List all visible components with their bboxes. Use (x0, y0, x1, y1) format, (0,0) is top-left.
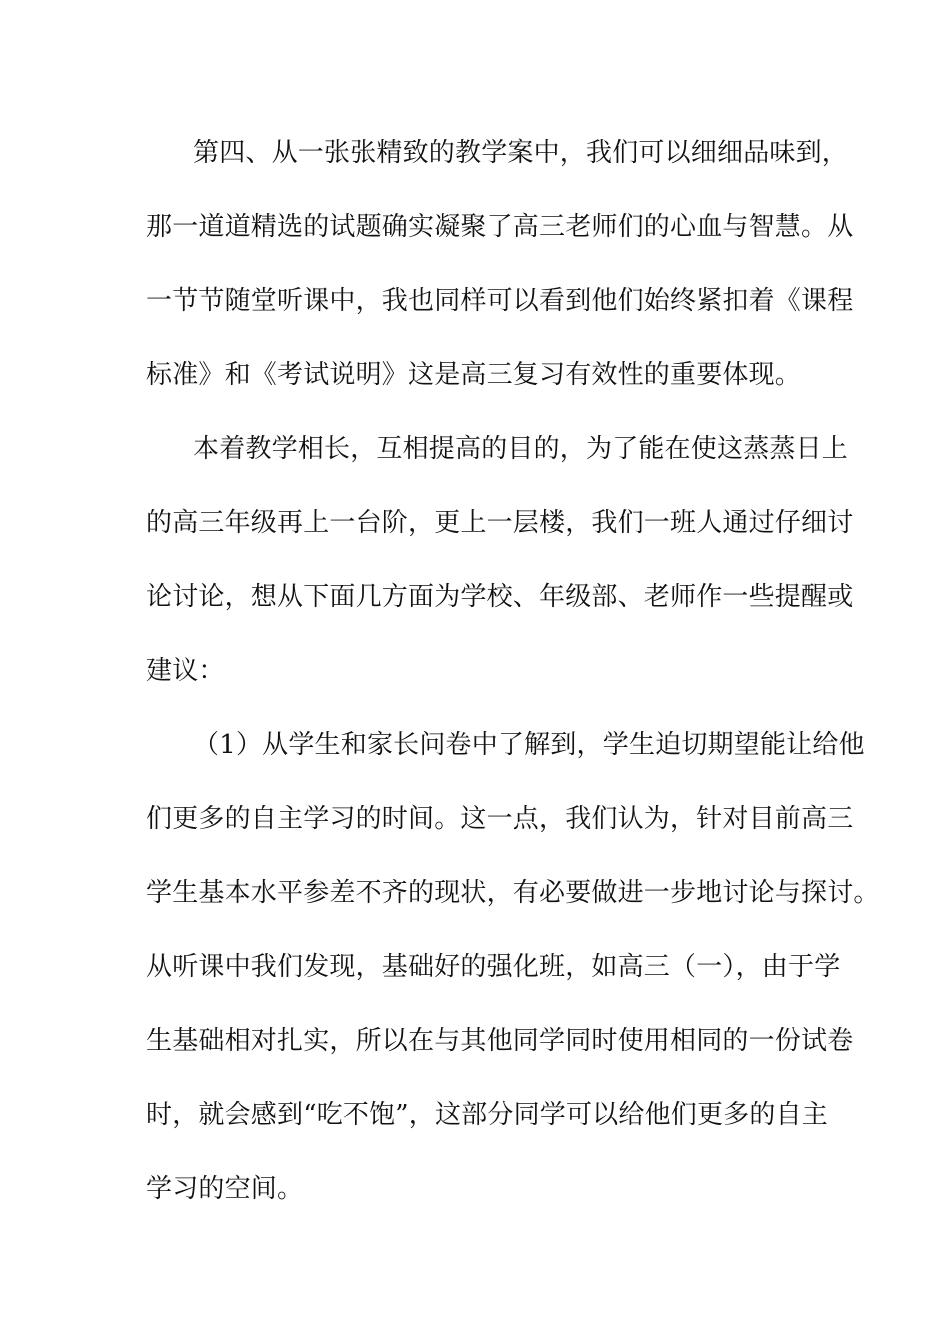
paragraph-1-line-1: 第四、从一张张精致的教学案中，我们可以细细品味到， (193, 138, 849, 168)
paragraph-2-line-1: 本着教学相长，互相提高的目的，为了能在使这蒸蒸日上 (193, 434, 849, 464)
paragraph-1-line-2: 那一道道精选的试题确实凝聚了高三老师们的心血与智慧。从 (146, 212, 854, 242)
paragraph-3-line-3: 学生基本水平参差不齐的现状，有必要做进一步地讨论与探讨。 (146, 878, 880, 908)
paragraph-3-line-6: 时，就会感到“吃不饱”，这部分同学可以给他们更多的自主 (146, 1100, 828, 1130)
paragraph-2-line-3: 论讨论，想从下面几方面为学校、年级部、老师作一些提醒或 (146, 582, 854, 612)
paragraph-3-line-2: 们更多的自主学习的时间。这一点，我们认为，针对目前高三 (146, 804, 854, 834)
paragraph-1-line-3: 一节节随堂听课中，我也同样可以看到他们始终紧扣着《课程 (146, 286, 854, 316)
paragraph-3-line-5: 生基础相对扎实，所以在与其他同学同时使用相同的一份试卷 (146, 1026, 854, 1056)
paragraph-3-line-7: 学习的空间。 (146, 1174, 304, 1204)
paragraph-2-line-4: 建议： (146, 656, 225, 686)
paragraph-3-line-4: 从听课中我们发现，基础好的强化班，如高三（一），由于学 (146, 952, 841, 982)
paragraph-3-line-1: （1）从学生和家长问卷中了解到，学生迫切期望能让给他 (193, 730, 865, 760)
paragraph-1-line-4: 标准》和《考试说明》这是高三复习有效性的重要体现。 (146, 360, 802, 390)
paragraph-2-line-2: 的高三年级再上一台阶，更上一层楼，我们一班人通过仔细讨 (146, 508, 854, 538)
